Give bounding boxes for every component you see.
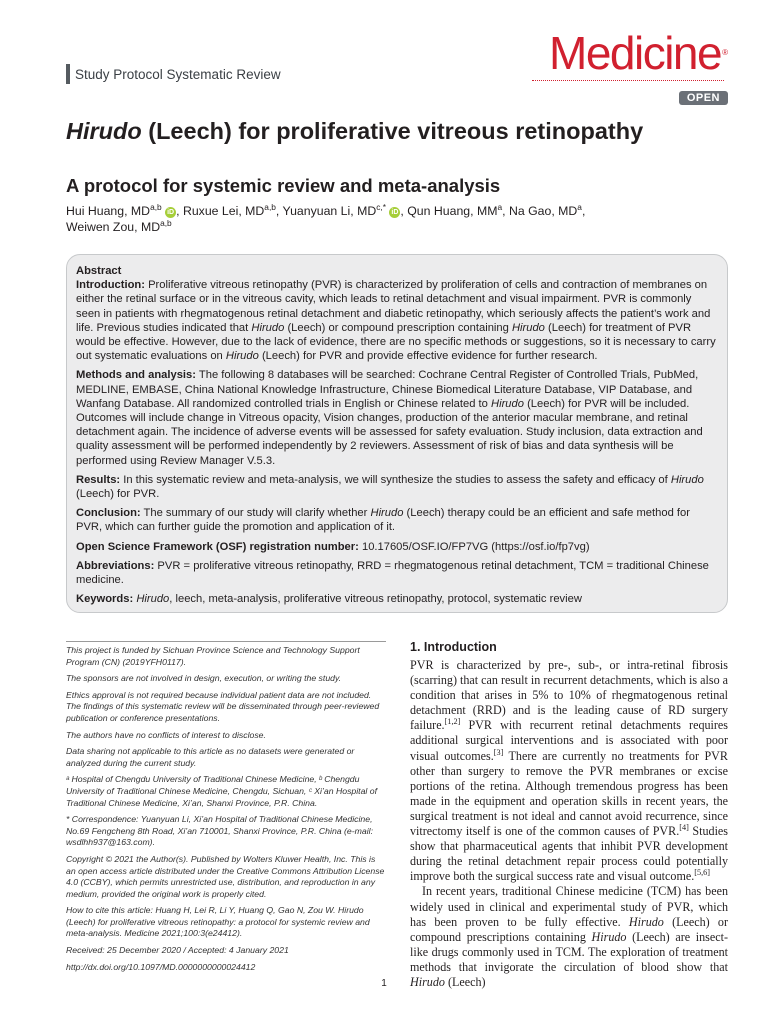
author-name: Na Gao, MD [508, 204, 578, 218]
author-list [66, 203, 726, 235]
text-run: PVR is characterized by pre-, sub-, or intra-retinal fibrosis (scarring) that can result in recurrent detachments, which is also a condition that arises in 5% to 10% of rhegmatogenous retinal detachment (RRD) and is the leading cause of RD surgery failure. [410, 658, 729, 733]
abstract-section-label: Methods and analysis: [76, 369, 196, 382]
abstract-box [66, 254, 728, 613]
orcid-icon: iD [391, 209, 399, 216]
footnote: Received: 25 December 2020 / Accepted: 4 January 2021 [66, 945, 289, 956]
author-name: Weiwen Zou, MD [66, 220, 161, 234]
abstract-section-label: Open Science Framework (OSF) registration number: [76, 540, 359, 553]
text-run: In this systematic review and meta-analysis, we will synthesize the studies to assess the safety and efficacy of [120, 473, 671, 486]
author-name: Yuanyuan Li, MD [282, 204, 377, 218]
abstract-section [76, 278, 718, 363]
text-run: (Leech) are insect-like drugs commonly used in TCM. The exploration of treatment methods that invigorate the circulation of blood show that [410, 929, 728, 974]
text-run: (Leech) for PVR and provide effective evidence for further research. [258, 350, 598, 363]
article-subtitle: A protocol for systemic review and meta-analysis [66, 175, 501, 196]
logo-underline [532, 80, 724, 81]
author-name: Hui Huang, MD [66, 204, 151, 218]
author-separator: , [176, 204, 183, 218]
text-run: (Leech) [444, 974, 486, 989]
registered-mark: ® [722, 48, 728, 57]
text-run: (Leech) for treatment of PVR would be effective. However, due to the lack of evidence, there are no specific methods or suggestions, so it is necessary to carry out systematic evaluations on [76, 321, 716, 363]
footnote: ᵃ Hospital of Chengdu University of Traditional Chinese Medicine, ᵇ Chengdu University of Traditional Chinese Medicine, Chengdu, Sichuan, ᶜ Xi’an Hospital of Traditional Chinese Medicine, Xi’an, Shanxi Province, P.R. China. [66, 774, 378, 808]
author-affiliation: a [497, 201, 503, 212]
italic-term: Hirudo [511, 321, 545, 334]
author-separator: , [581, 204, 586, 218]
footnote-rule [66, 641, 386, 642]
text-run: Studies show that pharmaceutical agents that inhibit PVR development during the retinal detachment repair process could potentially improve both the surgical success rate and visual outcome. [410, 824, 729, 884]
abstract-section-label: Introduction: [76, 279, 145, 292]
abstract-section [76, 506, 718, 534]
footnote: Copyright © 2021 the Author(s). Published by Wolters Kluwer Health, Inc. This is an open access article distributed under the Creative Commons Attribution License 4.0 (CCBY), which permits unrestricted use, distribution, and reproduction in any medium, provided the original work is properly cited. [66, 853, 385, 899]
abstract-section [76, 368, 718, 467]
italic-term: Hirudo [591, 929, 627, 944]
author-name: Ruxue Lei, MD [182, 204, 265, 218]
italic-term: Hirudo [491, 397, 524, 410]
abstract-section [76, 559, 718, 587]
abstract-section [76, 592, 718, 606]
author-affiliation: c,* [376, 201, 386, 212]
citation: [1,2] [444, 717, 461, 727]
open-access-badge: OPEN [679, 91, 728, 105]
introduction-paragraph [410, 884, 728, 990]
section-label [66, 64, 281, 84]
article-title [66, 117, 706, 145]
footnote: The sponsors are not involved in design, execution, or writing the study. [66, 673, 342, 684]
author-affiliation: a [577, 201, 582, 212]
italic-term: Hirudo [628, 914, 664, 929]
footnote-list [66, 645, 386, 973]
text-run: (Leech) for PVR. [76, 488, 160, 501]
text-run: Proliferative vitreous retinopathy (PVR) is characterized by proliferation of cells and contraction of membranes on either the retinal surface or in the vitreous cavity, which leads to retinal detachment and visual impairment. PVR is commonly seen in patients with rhegmatogenous retinal detachment and diabetic retinopathy, which seriously affects the patient’s work and life. Previous studies indicated that [76, 279, 711, 334]
text-run: 10.17605/OSF.IO/FP7VG (https://osf.io/fp7vg) [358, 540, 590, 553]
footnote: How to cite this article: Huang H, Lei R, Li Y, Huang Q, Gao N, Zou W. Hirudo (Leech) for proliferative vitreous retinopathy: a protocol for systemic review and meta-analysis. Medicine 2021;100:3(e24412). [66, 905, 370, 939]
text-run: The summary of our study will clarify whether [140, 507, 371, 520]
footnote: http://dx.doi.org/10.1097/MD.0000000000024412 [66, 961, 256, 972]
abstract-section-label: Abbreviations: [76, 559, 155, 572]
author-separator: , [275, 204, 283, 218]
citation: [4] [679, 823, 689, 832]
title-rest: (Leech) for proliferative vitreous retinopathy [141, 118, 644, 144]
title-italic: Hirudo [66, 118, 142, 144]
orcid-icon: iD [167, 209, 175, 216]
text-run: PVR with recurrent retinal detachments requires additional surgical interventions and is associated with poor visual outcomes. [410, 718, 728, 763]
text-run: (Leech) therapy could be an efficient and safe method for PVR, which can further guide the promotion and application of it. [76, 507, 690, 534]
section-label-text: Study Protocol Systematic Review [75, 66, 281, 82]
author-separator: , [400, 204, 408, 218]
text-run: , leech, meta-analysis, proliferative vitreous retinopathy, protocol, systematic review [169, 593, 582, 606]
text-run: In recent years, traditional Chinese medicine (TCM) has been widely used in clinical and experimental study of PVR, which has been proven to be fully effective. [410, 884, 728, 929]
author-affiliation: a,b [150, 201, 162, 212]
abstract-section [76, 540, 718, 554]
citation: [3] [493, 747, 504, 757]
author-name: Qun Huang, MM [407, 204, 498, 218]
footnote: Data sharing not applicable to this article as no datasets were generated or analyzed during the current study. [66, 746, 355, 768]
introduction-paragraph [410, 658, 728, 884]
text-run: (Leech) or compound prescriptions containing [410, 914, 728, 944]
text-run: There are currently no treatments for PVR other than surgery to remove the PVR membranes or excise portions of the retina. Although tremendous progress has been made in the equipment and operation skills in recent years, the surgical treatment is not ideal and cannot avoid recurrence, since vitrectomy itself is one of the common causes of PVR. [410, 748, 728, 839]
introduction-body [410, 658, 728, 990]
footnote: The authors have no conflicts of interest to disclose. [66, 729, 266, 740]
journal-name: Medicine [549, 27, 722, 79]
author-separator: , [502, 204, 509, 218]
abstract-section-label: Keywords: [76, 593, 134, 606]
introduction-heading: 1. Introduction [410, 640, 497, 654]
author-affiliation: a,b [264, 201, 276, 212]
footnotes [66, 641, 386, 978]
abstract-heading: Abstract [76, 265, 122, 277]
footnote: Ethics approval is not required because individual patient data are not included. The findings of this systematic review will be disseminated through peer-reviewed publication or conference presentations. [66, 689, 380, 723]
italic-term: Hirudo [670, 473, 704, 486]
author-affiliation: a,b [160, 217, 172, 228]
text-run: The following 8 databases will be searched: Cochrane Central Register of Controlled Trials, PubMed, MEDLINE, EMBASE, China National Knowledge Infrastructure, Chinese Biomedical Literature Database, VIP Database, and Wanfang Database. All randomized controlled trials in English or Chinese related to [76, 369, 699, 410]
section-label-bar [66, 64, 70, 84]
italic-term: Hirudo [370, 507, 404, 520]
citation: [5,6] [694, 868, 710, 878]
footnote: This project is funded by Sichuan Province Science and Technology Support Program (CN) (2019YFH0117). [66, 645, 360, 667]
text-run: PVR = proliferative vitreous retinopathy, RRD = rhegmatogenous retinal detachment, TCM = traditional Chinese medicine. [76, 559, 709, 587]
italic-term: Hirudo [225, 350, 259, 363]
footnote: * Correspondence: Yuanyuan Li, Xi’an Hospital of Traditional Chinese Medicine, No.69 Fengcheng 8th Road, Xi’an 710001, Shanxi Province, P.R. China (e-mail: wsdlhh937@163.com). [66, 814, 373, 848]
italic-term: Hirudo [410, 974, 445, 989]
page-number: 1 [381, 978, 387, 989]
text-run: (Leech) for PVR will be included. Outcomes will include change in Vitreous opacity, Vision changes, production of the anterior macular membrane, and retinal detachment again. The incidence of adverse events will be assessed for safety evaluation. Study inclusion, data extraction and quality assessment will be performed independently by 2 reviewers. Assessment of risk of bias and data synthesis will be performed using Review Manager V.5.3. [76, 397, 703, 467]
italic-term: Hirudo [251, 321, 285, 334]
abstract-section-label: Results: [76, 473, 121, 486]
abstract-sections [76, 278, 718, 606]
text-run: (Leech) or compound prescription containing [284, 321, 512, 334]
journal-logo [549, 27, 728, 79]
italic-term: Hirudo [136, 593, 170, 606]
abstract-section [76, 473, 718, 501]
abstract-section-label: Conclusion: [76, 507, 141, 520]
